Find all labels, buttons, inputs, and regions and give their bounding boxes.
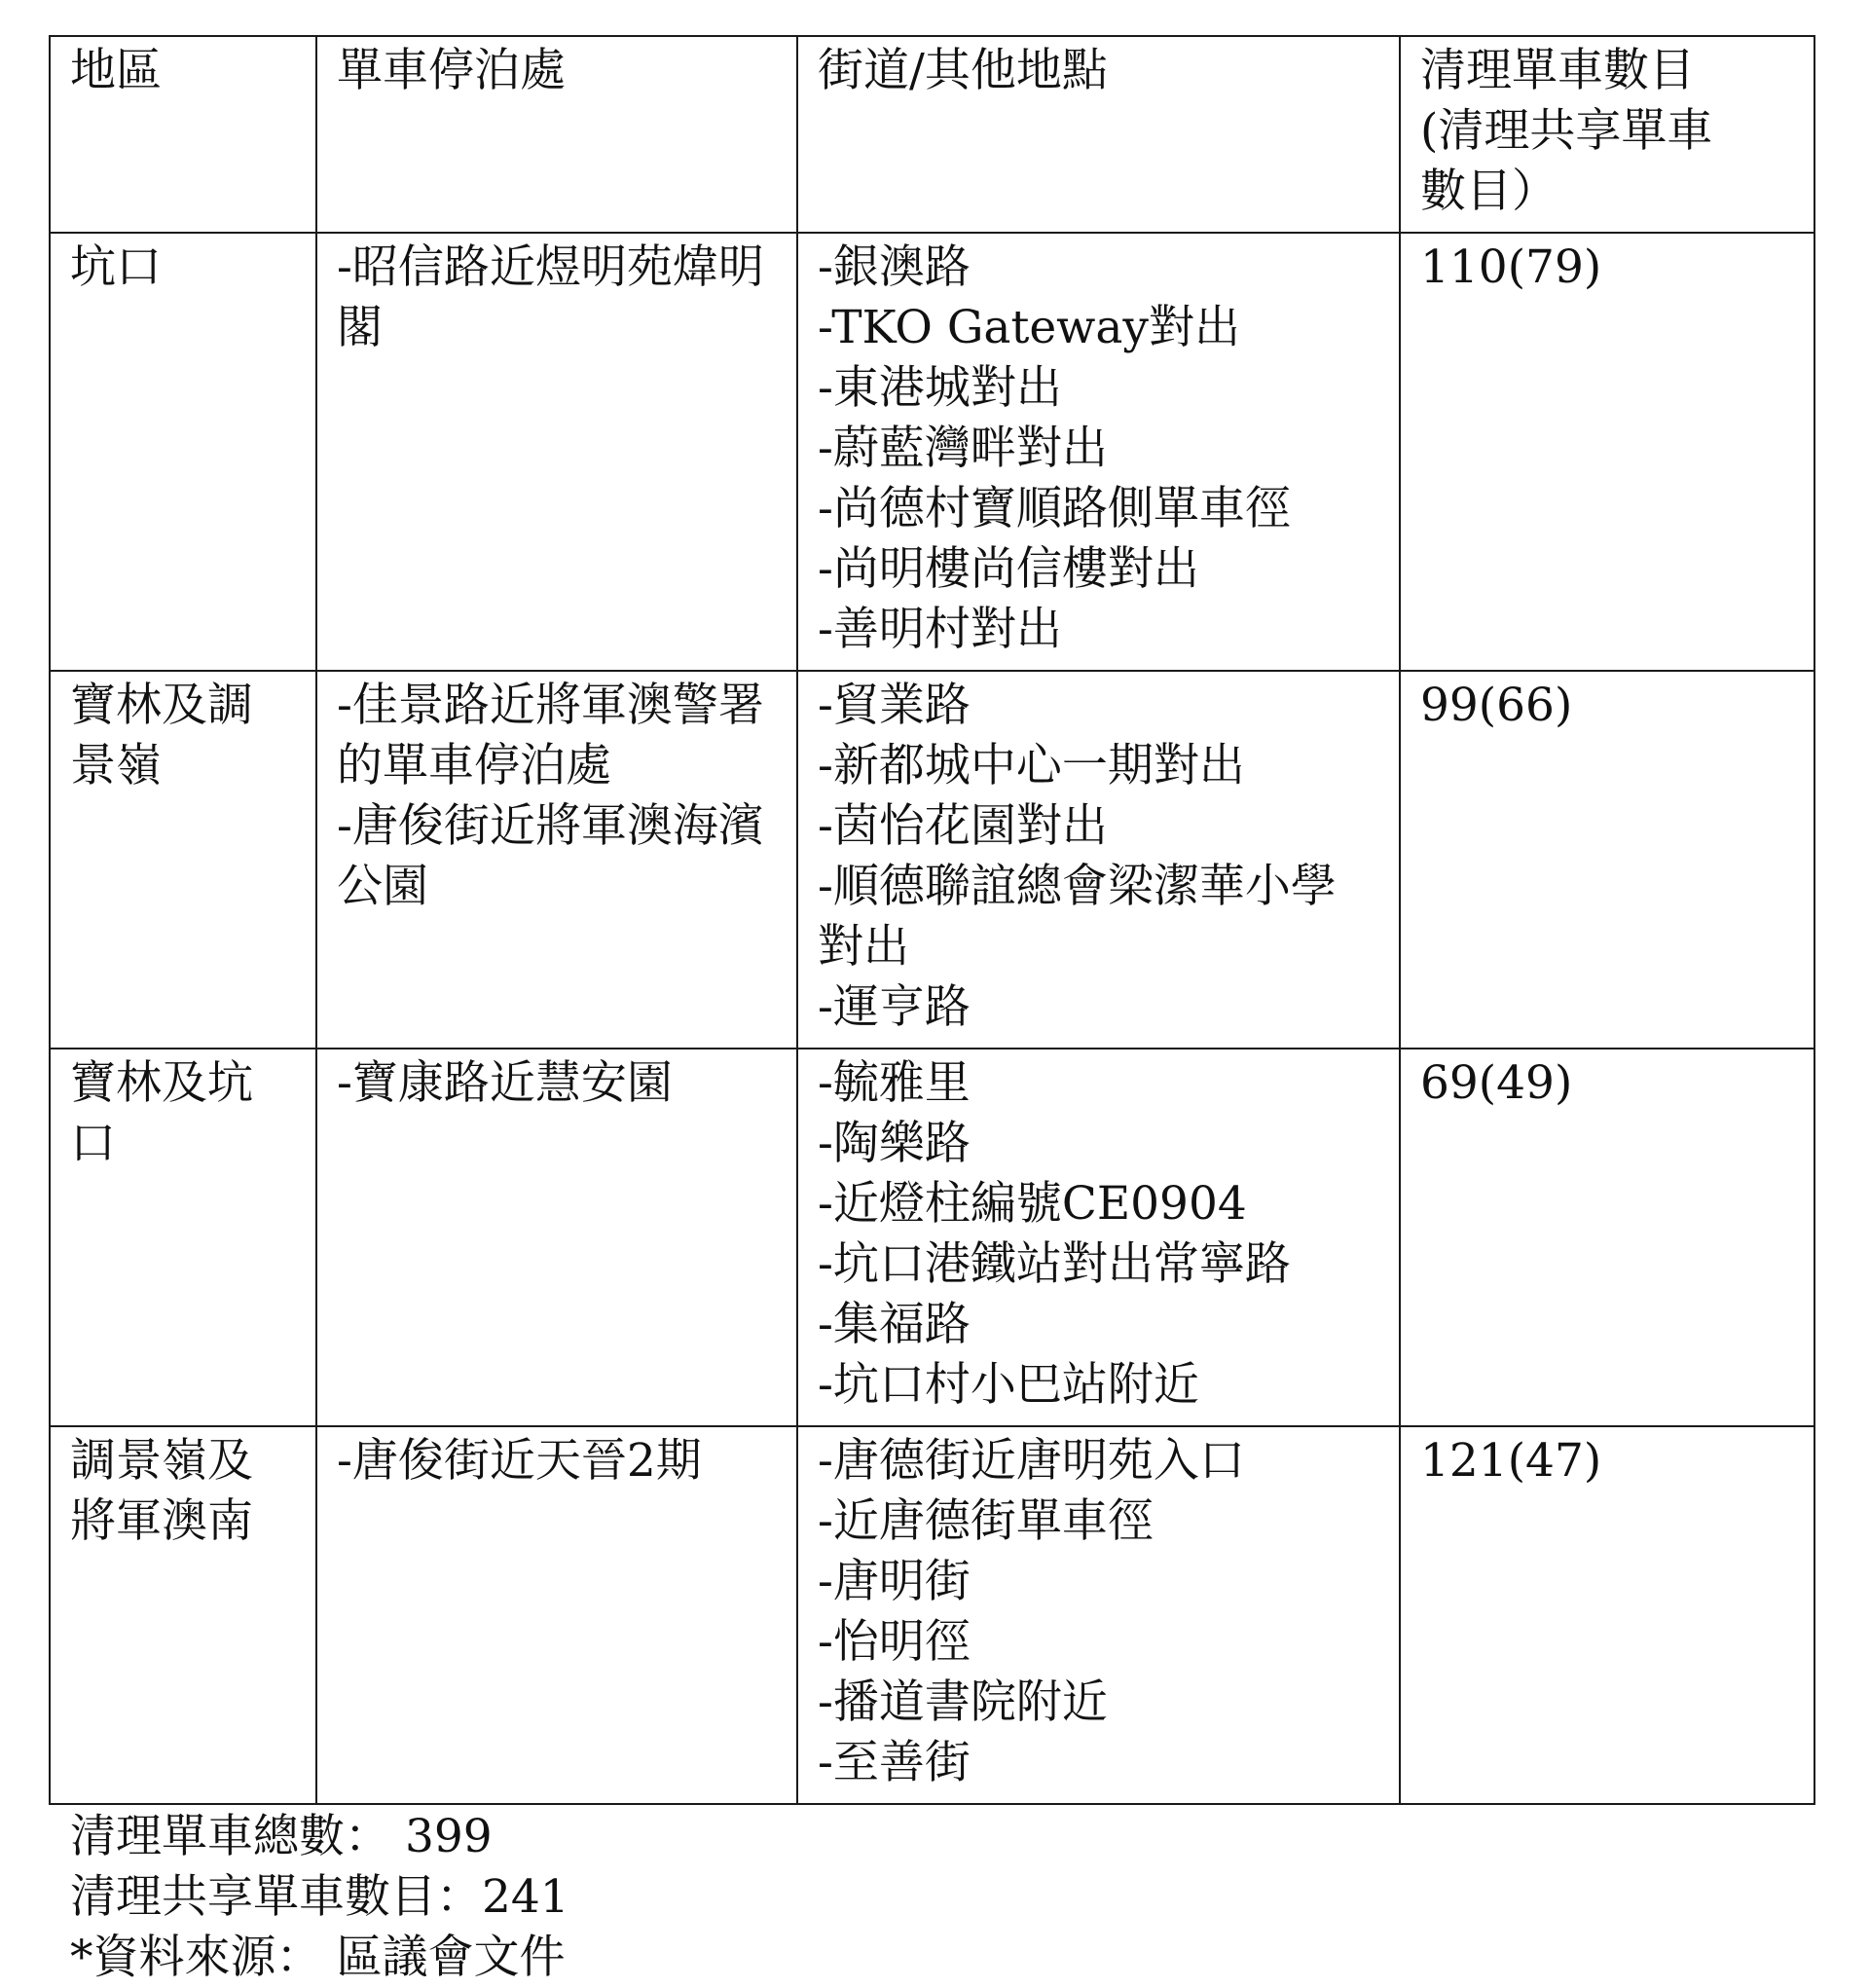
summary-source: *資料來源： 區議會文件 [70, 1931, 566, 1984]
street-item: -毓雅里 [818, 1056, 971, 1110]
header-count-lines [1420, 41, 1794, 222]
header-count-line: 數目） [1420, 165, 1558, 218]
parking-item: -寶康路近慧安園 [337, 1056, 673, 1110]
table-header-row [50, 36, 1814, 233]
cell-district: 寶林及坑口 [50, 1049, 316, 1426]
parking-item: -佳景路近將軍澳警署的單車停泊處 [337, 679, 764, 792]
bike-cleanup-table [49, 35, 1815, 1805]
summary-total: 清理單車總數： 399 [70, 1810, 493, 1863]
street-item: -貿業路 [818, 679, 971, 732]
header-count-line: 清理單車數目 [1420, 44, 1695, 97]
cell-parking [316, 671, 797, 1049]
street-item: -尚明樓尚信樓對出 [818, 542, 1199, 596]
cell-count: 99(66) [1400, 671, 1814, 1049]
cell-parking [316, 1426, 797, 1804]
header-district: 地區 [50, 36, 316, 233]
cell-count: 121(47) [1400, 1426, 1814, 1804]
street-item: -播道書院附近 [818, 1675, 1108, 1729]
street-item: -坑口村小巴站附近 [818, 1358, 1199, 1412]
street-item: -唐德街近唐明苑入口 [818, 1434, 1245, 1488]
parking-item: -唐俊街近將軍澳海濱公園 [337, 799, 764, 913]
street-item: -新都城中心一期對出 [818, 739, 1245, 792]
summary-notes [49, 1807, 1814, 1988]
street-item: -蔚藍灣畔對出 [818, 422, 1108, 475]
street-item: -近燈柱編號CE0904 [818, 1177, 1247, 1231]
street-item: -善明村對出 [818, 603, 1062, 656]
parking-item: -唐俊街近天晉2期 [337, 1434, 702, 1488]
table-row [50, 1049, 1814, 1426]
cell-streets [797, 233, 1400, 671]
street-item: -坑口港鐵站對出常寧路 [818, 1237, 1291, 1291]
street-item: -陶樂路 [818, 1117, 971, 1170]
cell-parking [316, 233, 797, 671]
street-item: -東港城對出 [818, 361, 1062, 415]
cell-streets [797, 1049, 1400, 1426]
street-item: -至善街 [818, 1736, 971, 1789]
cell-streets [797, 671, 1400, 1049]
cell-count: 110(79) [1400, 233, 1814, 671]
table-row [50, 1426, 1814, 1804]
street-item: -順德聯誼總會梁潔華小學對出 [818, 860, 1337, 974]
street-item: -運亨路 [818, 980, 971, 1034]
cell-parking [316, 1049, 797, 1426]
street-item: -TKO Gateway對出 [818, 301, 1240, 354]
street-item: -銀澳路 [818, 240, 971, 294]
cell-streets [797, 1426, 1400, 1804]
parking-item: -昭信路近煜明苑煒明閣 [337, 240, 764, 354]
cell-count: 69(49) [1400, 1049, 1814, 1426]
street-item: -茵怡花園對出 [818, 799, 1108, 853]
header-count [1400, 36, 1814, 233]
street-item: -怡明徑 [818, 1615, 971, 1669]
table-row [50, 233, 1814, 671]
header-count-line: (清理共享單車 [1420, 104, 1713, 158]
street-item: -集福路 [818, 1298, 971, 1351]
summary-shared: 清理共享單車數目：241 [70, 1870, 569, 1924]
street-item: -唐明街 [818, 1555, 971, 1608]
document [49, 35, 1814, 1988]
cell-district: 坑口 [50, 233, 316, 671]
cell-district: 調景嶺及將軍澳南 [50, 1426, 316, 1804]
street-item: -近唐德街單車徑 [818, 1494, 1154, 1548]
table-row [50, 671, 1814, 1049]
header-parking: 單車停泊處 [316, 36, 797, 233]
cell-district: 寶林及調景嶺 [50, 671, 316, 1049]
header-streets: 街道/其他地點 [797, 36, 1400, 233]
street-item: -尚德村寶順路側單車徑 [818, 482, 1291, 535]
